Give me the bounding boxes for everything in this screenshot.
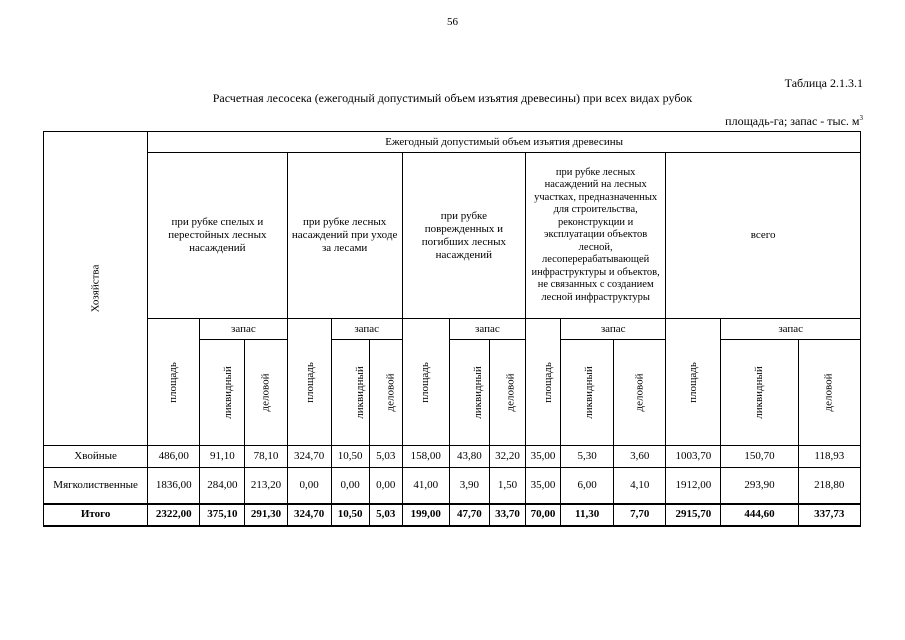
header-business-5: деловой [798,340,860,446]
row-label-total: Итого [44,504,148,526]
header-liquid-5: ликвидный [721,340,798,446]
header-liquid-4: ликвидный [561,340,614,446]
header-stock-1: запас [200,319,287,340]
cell: 78,10 [245,446,287,468]
cell: 218,80 [798,468,860,504]
cell: 5,03 [369,446,402,468]
header-group-infrastructure: при рубке лесных насаждений на лесных участках, предназначенных для строительства, реконструкции и эксплуатации объектов лесной, лесоперерабатывающей инфраструктуры и объектов, не связанных с созданием лесной инфраструктуры [526,153,666,319]
cell: 4,10 [614,468,666,504]
cell: 324,70 [287,446,331,468]
cell: 150,70 [721,446,798,468]
cell: 47,70 [449,504,489,526]
header-area-1: площадь [148,319,200,446]
header-area-5: площадь [666,319,721,446]
cell: 0,00 [369,468,402,504]
cell: 10,50 [331,504,369,526]
header-group-total: всего [666,153,861,319]
cell: 5,03 [369,504,402,526]
cell: 375,10 [200,504,245,526]
cell: 284,00 [200,468,245,504]
header-business-1: деловой [245,340,287,446]
cell: 10,50 [331,446,369,468]
cell: 70,00 [526,504,561,526]
table-row [44,468,861,504]
header-group-damaged: при рубке поврежденных и погибших лесных насаждений [402,153,525,319]
table-row-total [44,504,861,526]
cell: 213,20 [245,468,287,504]
header-area-3: площадь [402,319,449,446]
table-number: Таблица 2.1.3.1 [784,76,863,90]
cell: 337,73 [798,504,860,526]
header-business-4: деловой [614,340,666,446]
header-farms [44,132,148,446]
header-stock-5: запас [721,319,861,340]
header-group-care: при рубке лесных насаждений при уходе за лесами [287,153,402,319]
row-label: Хвойные [44,446,148,468]
header-stock-4: запас [561,319,666,340]
cell: 118,93 [798,446,860,468]
header-row-stock [44,319,861,340]
units-superscript: 3 [859,114,863,122]
row-label: Мягколиственные [44,468,148,504]
cell: 2915,70 [666,504,721,526]
cell: 33,70 [489,504,525,526]
cell: 11,30 [561,504,614,526]
header-farms-label: Хозяйства [89,264,102,313]
header-business-3: деловой [489,340,525,446]
cell: 486,00 [148,446,200,468]
cell: 35,00 [526,468,561,504]
header-liquid-1: ликвидный [200,340,245,446]
cell: 1003,70 [666,446,721,468]
cell: 1836,00 [148,468,200,504]
header-stock-2: запас [331,319,402,340]
header-annual-volume: Ежегодный допустимый объем изъятия древесины [148,132,861,153]
page-number: 56 [447,16,458,28]
cell: 291,30 [245,504,287,526]
cell: 91,10 [200,446,245,468]
header-business-2: деловой [369,340,402,446]
header-area-4: площадь [526,319,561,446]
cell: 0,00 [331,468,369,504]
cell: 35,00 [526,446,561,468]
header-group-mature: при рубке спелых и перестойных лесных насаждений [148,153,287,319]
cell: 1912,00 [666,468,721,504]
cell: 32,20 [489,446,525,468]
header-liquid-3: ликвидный [449,340,489,446]
cell: 6,00 [561,468,614,504]
cell: 324,70 [287,504,331,526]
cell: 43,80 [449,446,489,468]
cell: 444,60 [721,504,798,526]
cell: 2322,00 [148,504,200,526]
units-note [725,114,863,129]
cell: 1,50 [489,468,525,504]
cell: 3,60 [614,446,666,468]
header-liquid-2: ликвидный [331,340,369,446]
harvest-table [43,131,861,527]
units-text: площадь-га; запас - тыс. м [725,114,860,128]
cell: 199,00 [402,504,449,526]
cell: 41,00 [402,468,449,504]
cell: 5,30 [561,446,614,468]
cell: 7,70 [614,504,666,526]
header-row-top [44,132,861,153]
header-stock-3: запас [449,319,525,340]
cell: 3,90 [449,468,489,504]
cell: 293,90 [721,468,798,504]
cell: 0,00 [287,468,331,504]
cell: 158,00 [402,446,449,468]
table-row [44,446,861,468]
header-row-groups [44,153,861,319]
table-title: Расчетная лесосека (ежегодный допустимый объем изъятия древесины) при всех видах рубок [212,91,693,105]
header-area-2: площадь [287,319,331,446]
